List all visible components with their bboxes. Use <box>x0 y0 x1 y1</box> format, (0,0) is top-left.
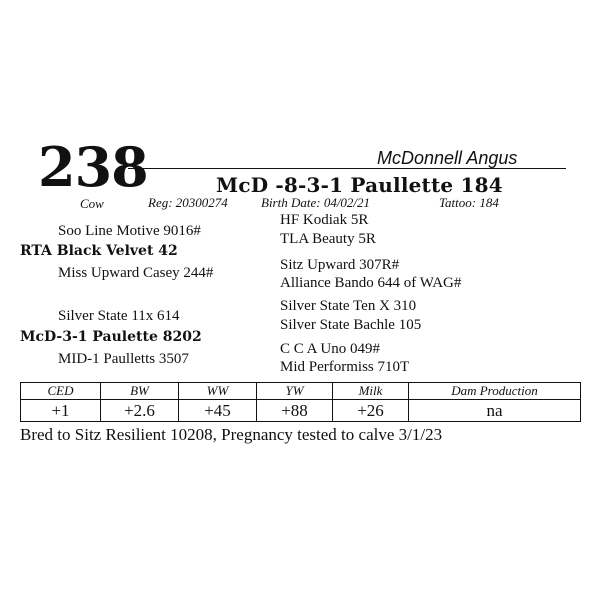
sex-label: Cow <box>80 196 104 211</box>
epd-value-ww: +45 <box>179 400 257 422</box>
epd-value-row <box>21 400 581 422</box>
tattoo: Tattoo: 184 <box>439 195 499 210</box>
pedigree-right-line: Silver State Ten X 310 <box>280 298 417 314</box>
pedigree-right-line: Mid Performiss 710T <box>280 359 410 375</box>
birth-date: Birth Date: 04/02/21 <box>261 195 371 210</box>
pedigree-sire-dam: Miss Upward Casey 244# <box>58 265 214 281</box>
pedigree-right-line: Silver State Bachle 105 <box>280 317 422 333</box>
pedigree-dam-sire: Silver State 11x 614 <box>58 308 180 324</box>
pedigree-dam-dam: MID-1 Paulletts 3507 <box>58 351 189 367</box>
epd-value-milk: +26 <box>333 400 409 422</box>
pedigree-right-line: HF Kodiak 5R <box>280 212 369 228</box>
pedigree-right-line: C C A Uno 049# <box>280 341 381 357</box>
epd-header-dam-production: Dam Production <box>409 383 581 400</box>
pedigree-sire-sire: Soo Line Motive 9016# <box>58 223 201 239</box>
header-divider <box>128 168 566 169</box>
epd-value-dam-production: na <box>409 400 581 422</box>
epd-header-ced: CED <box>21 383 101 400</box>
epd-table <box>20 382 581 422</box>
pedigree-right-line: TLA Beauty 5R <box>280 231 376 247</box>
epd-header-ww: WW <box>179 383 257 400</box>
registration-number: Reg: 20300274 <box>148 195 228 210</box>
pedigree-right-line: Alliance Bando 644 of WAG# <box>280 275 462 291</box>
animal-name: McD -8-3-1 Paullette 184 <box>216 173 503 197</box>
pedigree-dam: McD-3-1 Paulette 8202 <box>20 329 202 345</box>
breeding-note: Bred to Sitz Resilient 10208, Pregnancy tested to calve 3/1/23 <box>20 425 443 444</box>
breeder-name: McDonnell Angus <box>377 148 518 168</box>
epd-header-milk: Milk <box>333 383 409 400</box>
epd-value-yw: +88 <box>257 400 333 422</box>
epd-header-yw: YW <box>257 383 333 400</box>
epd-value-ced: +1 <box>21 400 101 422</box>
pedigree-sire: RTA Black Velvet 42 <box>20 243 178 259</box>
lot-number: 238 <box>38 135 148 199</box>
epd-header-bw: BW <box>101 383 179 400</box>
epd-header-row <box>21 383 581 400</box>
epd-value-bw: +2.6 <box>101 400 179 422</box>
pedigree-right-line: Sitz Upward 307R# <box>280 257 400 273</box>
